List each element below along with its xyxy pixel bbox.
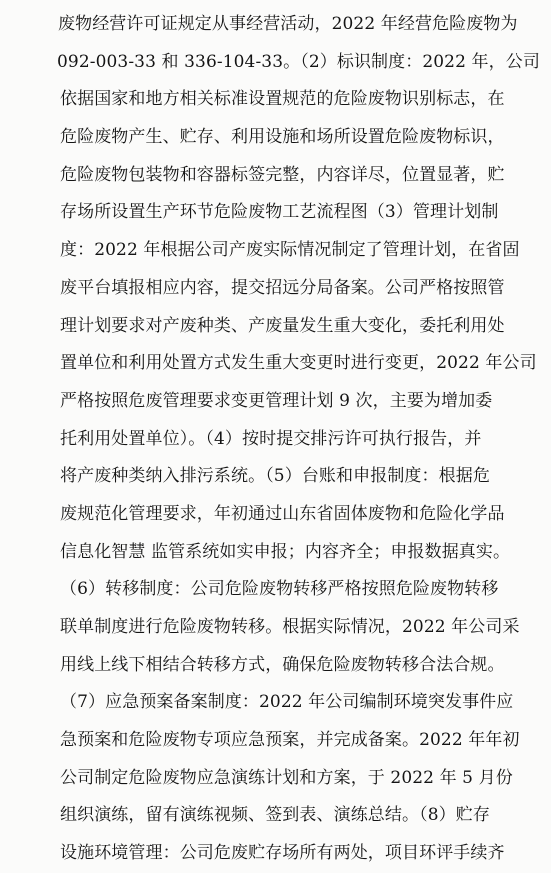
text-line: 092-003-33 和 336-104-33。（2）标识制度：2022 年，公司 [57, 51, 540, 72]
body-text [0, 6, 551, 873]
text-line: 危险废物包装物和容器标签完整，内容详尽，位置显著，贮 [60, 164, 505, 185]
text-line: 组织演练，留有演练视频、签到表、演练总结。（8）贮存 [60, 805, 490, 826]
text-line: 废平台填报相应内容，提交招远分局备案。公司严格按照管 [60, 277, 505, 298]
text-line: 将产废种类纳入排污系统。（5）台账和申报制度：根据危 [60, 466, 490, 487]
text-line: 度：2022 年根据公司产废实际情况制定了管理计划，在省固 [60, 240, 520, 261]
text-line: 存场所设置生产环节危险废物工艺流程图（3）管理计划制 [60, 202, 499, 223]
text-line: 严格按照危废管理要求变更管理计划 9 次，主要为增加委 [60, 390, 493, 411]
text-line: 公司制定危险废物应急演练计划和方案，于 2022 年 5 月份 [60, 767, 513, 788]
text-line: 废物经营许可证规定从事经营活动，2022 年经营危险废物为 [58, 14, 518, 34]
text-line: 废规范化管理要求，年初通过山东省固体废物和危险化学品 [60, 503, 505, 524]
text-line: 理计划要求对产废种类、产废量发生重大变化，委托利用处 [60, 315, 505, 336]
text-line: （7）应急预案备案制度：2022 年公司编制环境突发事件应 [60, 692, 514, 713]
text-line: 信息化智慧 监管系统如实申报；内容齐全；申报数据真实。 [60, 541, 511, 562]
text-line: 设施环境管理：公司危废贮存场所有两处，项目环评手续齐 [60, 843, 505, 864]
text-line: 置单位和利用处置方式发生重大变更时进行变更，2022 年公司 [60, 353, 537, 374]
text-line: 依据国家和地方相关标准设置规范的危险废物识别标志，在 [60, 89, 505, 110]
text-line: 急预案和危险废物专项应急预案，并完成备案。2022 年年初 [60, 730, 520, 751]
text-line: 联单制度进行危险废物转移。根据实际情况，2022 年公司采 [60, 617, 520, 637]
text-line: 用线上线下相结合转移方式，确保危险废物转移合法合规。 [60, 654, 505, 675]
text-line: （6）转移制度：公司危险废物转移严格按照危险废物转移 [60, 579, 499, 600]
text-line: 危险废物产生、贮存、利用设施和场所设置危险废物标识， [60, 127, 505, 148]
text-line: 托利用处置单位）。（4）按时提交排污许可执行报告，并 [60, 428, 482, 449]
